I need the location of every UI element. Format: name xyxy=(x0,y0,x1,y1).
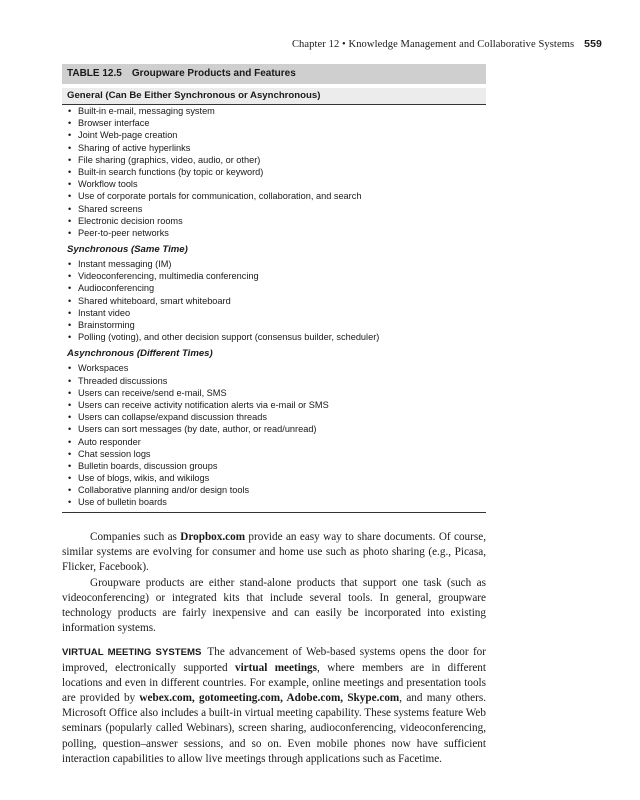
paragraph-virtual-meetings: VIRTUAL MEETING SYSTEMS The advancement of Web-based systems opens the door for improved, electronically supported virtual meetings, where members are in different locations and even in different countries. For example, online meetings and presentation tools are provided by webex.com, gotomeeting.com, Adobe.com, Skype.com, and many others. Microsoft Office also includes a built-in virtual meeting capability. These systems feature Web seminars (popularly called Webinars), screen sharing, audioconferencing, videoconferencing, polling, question–answer sessions, and so on. Even mobile phones now have sufficient interaction capabilities to allow live meetings through applications such as Facetime. xyxy=(62,646,487,765)
paragraph-dropbox: Companies such as Dropbox.com provide an easy way to share documents. Of course, similar systems are evolving for consumer and home use such as photo sharing (e.g., Picasa, Flicker, Facebook). xyxy=(62,531,486,574)
list-item: • Workspaces xyxy=(62,362,486,374)
virtual-meetings-term: virtual meetings xyxy=(234,661,317,674)
asynchronous-heading: Asynchronous (Different Times) xyxy=(67,348,213,360)
section-heading: VIRTUAL MEETING SYSTEMS xyxy=(62,647,202,659)
body-text xyxy=(62,530,486,767)
synchronous-heading: Synchronous (Same Time) xyxy=(67,244,188,256)
list-item: • Use of bulletin boards xyxy=(62,496,486,508)
list-item: • Workflow tools xyxy=(62,178,486,190)
list-item: • Instant video xyxy=(62,307,486,319)
list-item: • Shared whiteboard, smart whiteboard xyxy=(62,295,486,307)
list-item: • Electronic decision rooms xyxy=(62,215,486,227)
page-number: 559 xyxy=(584,38,602,50)
list-item: • Bulletin boards, discussion groups xyxy=(62,460,486,472)
list-item: • Users can sort messages (by date, author, or read/unread) xyxy=(62,423,486,435)
list-item: • Joint Web-page creation xyxy=(62,129,486,141)
list-item: • Users can receive/send e-mail, SMS xyxy=(62,387,486,399)
table-subheading: General (Can Be Either Synchronous or Asynchronous) xyxy=(62,88,486,105)
list-item: • Polling (voting), and other decision support (consensus builder, scheduler) xyxy=(62,331,486,343)
dropbox-term: Dropbox.com xyxy=(180,531,246,543)
running-header xyxy=(292,38,602,50)
synchronous-items-list xyxy=(62,258,486,343)
list-item: • Instant messaging (IM) xyxy=(62,258,486,270)
list-item: • Use of blogs, wikis, and wikilogs xyxy=(62,472,486,484)
list-item: • Sharing of active hyperlinks xyxy=(62,142,486,154)
list-item: • Built-in e-mail, messaging system xyxy=(62,105,486,117)
list-item: • Brainstorming xyxy=(62,319,486,331)
running-head-text: Chapter 12 • Knowledge Management and Collaborative Systems xyxy=(291,39,575,50)
list-item: • Users can receive activity notification alerts via e-mail or SMS xyxy=(62,399,486,411)
list-item: • Auto responder xyxy=(62,436,486,448)
list-item: • Use of corporate portals for communication, collaboration, and search xyxy=(62,190,486,202)
list-item: • Peer-to-peer networks xyxy=(62,227,486,239)
list-item: • Collaborative planning and/or design tools xyxy=(62,484,486,496)
groupware-table xyxy=(62,64,486,513)
paragraph-groupware: Groupware products are either stand-alone products that support one task (such as videoconferencing) or integrated kits that include several tools. In general, groupware technology products are fairly inexpensive and can easily be incorporated into existing information systems. xyxy=(62,576,486,635)
list-item: • Chat session logs xyxy=(62,448,486,460)
table-bottom-rule xyxy=(62,512,486,513)
list-item: • Videoconferencing, multimedia conferencing xyxy=(62,270,486,282)
list-item: • Users can collapse/expand discussion threads xyxy=(62,411,486,423)
table-number: TABLE 12.5 xyxy=(67,68,122,79)
list-item: • Threaded discussions xyxy=(62,375,486,387)
list-item: • File sharing (graphics, video, audio, or other) xyxy=(62,154,486,166)
list-item: • Browser interface xyxy=(62,117,486,129)
table-title: Groupware Products and Features xyxy=(131,68,296,79)
list-item: • Audioconferencing xyxy=(62,282,486,294)
asynchronous-items-list xyxy=(62,362,486,508)
meeting-sites: webex.com, gotomeeting.com, Adobe.com, Skype.com xyxy=(139,692,400,705)
table-title-bar xyxy=(62,64,486,84)
general-items-list xyxy=(62,105,486,239)
list-item: • Built-in search functions (by topic or keyword) xyxy=(62,166,486,178)
list-item: • Shared screens xyxy=(62,203,486,215)
